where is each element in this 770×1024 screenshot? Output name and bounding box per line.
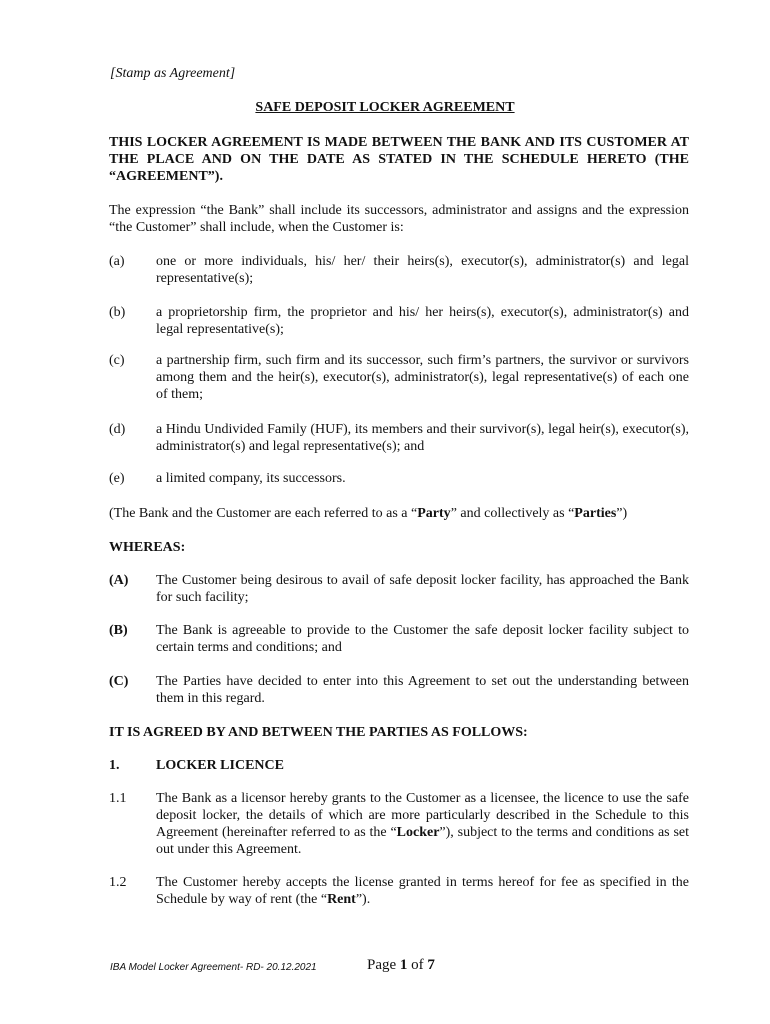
- parties-definition: [109, 505, 689, 522]
- clause-text-pre: The Customer hereby accepts the license granted in terms hereof for fee as specified in the Schedule by way of rent (the “: [156, 875, 689, 907]
- list-item-label: (e): [109, 471, 125, 486]
- clause-text-post: ”).: [355, 892, 371, 907]
- agreed-heading: IT IS AGREED BY AND BETWEEN THE PARTIES AS FOLLOWS:: [109, 725, 528, 740]
- clause-number: 1.2: [109, 875, 127, 890]
- defined-term-locker: Locker: [396, 825, 440, 840]
- list-item-text: a limited company, its successors.: [156, 471, 346, 486]
- page-title: SAFE DEPOSIT LOCKER AGREEMENT: [255, 100, 515, 115]
- recital-label: (B): [109, 623, 128, 638]
- parties-text-post: ”): [616, 506, 628, 521]
- recital-label: (C): [109, 674, 129, 689]
- page-word: Page: [367, 957, 397, 973]
- clause-text-pre: The Bank as a licensor hereby grants to the Customer as a licensee, the licence to use the safe deposit locker, the details of which are more particularly described in the Schedule to this Agreement (hereinafter referred to as the “: [156, 791, 689, 840]
- clause-number: 1.1: [109, 791, 127, 806]
- list-item-text: a partnership firm, such firm and its successor, such firm’s partners, the survivor or survivors among them and the heir(s), executor(s), administrator(s), legal representative(s) of each one of them;: [156, 353, 689, 402]
- recital-text: The Customer being desirous to avail of safe deposit locker facility, has approached the Bank for such facility;: [156, 573, 689, 605]
- page-number: [367, 957, 435, 974]
- clause-text: [156, 874, 689, 908]
- parties-term: Parties: [574, 506, 617, 521]
- recital-text: The Bank is agreeable to provide to the Customer the safe deposit locker facility subject to certain terms and conditions; and: [156, 623, 689, 655]
- defined-term-rent: Rent: [327, 892, 356, 907]
- footer-document-id: IBA Model Locker Agreement- RD- 20.12.2021: [110, 962, 317, 973]
- expression-paragraph: The expression “the Bank” shall include its successors, administrator and assigns and the expression “the Customer” shall include, when the Customer is:: [109, 203, 689, 235]
- recital-text: The Parties have decided to enter into this Agreement to set out the understanding between them in this regard.: [156, 674, 689, 706]
- clause-text-post: ”), subject to the terms and conditions as set out under this Agreement.: [156, 825, 689, 857]
- whereas-heading: WHEREAS:: [109, 540, 186, 555]
- list-item-label: (a): [109, 254, 125, 269]
- parties-text-mid: ” and collectively as “: [450, 506, 575, 521]
- stamp-note: [Stamp as Agreement]: [110, 66, 236, 81]
- parties-text-pre: (The Bank and the Customer are each referred to as a “: [109, 506, 418, 521]
- list-item-text: a proprietorship firm, the proprietor and his/ her heirs(s), executor(s), administrator(s) and legal representative(s);: [156, 305, 689, 337]
- list-item-label: (b): [109, 305, 126, 320]
- section-title: LOCKER LICENCE: [156, 758, 284, 773]
- list-item-label: (c): [109, 353, 125, 368]
- list-item-text: one or more individuals, his/ her/ their heirs(s), executor(s), administrator(s) and legal representative(s);: [156, 254, 689, 286]
- recital-label: (A): [109, 573, 129, 588]
- clause-text: [156, 790, 689, 858]
- list-item-label: (d): [109, 422, 126, 437]
- intro-paragraph: THIS LOCKER AGREEMENT IS MADE BETWEEN THE BANK AND ITS CUSTOMER AT THE PLACE AND ON THE DATE AS STATED IN THE SCHEDULE HERETO (THE “AGREEMENT”).: [109, 135, 689, 184]
- of-word: of: [411, 957, 424, 973]
- total-pages: 7: [427, 957, 435, 973]
- current-page: 1: [399, 957, 408, 973]
- party-term: Party: [417, 506, 451, 521]
- list-item-text: a Hindu Undivided Family (HUF), its members and their survivor(s), legal heir(s), executor(s), administrator(s) and legal representative(s); and: [156, 422, 689, 454]
- section-number: 1.: [109, 758, 120, 773]
